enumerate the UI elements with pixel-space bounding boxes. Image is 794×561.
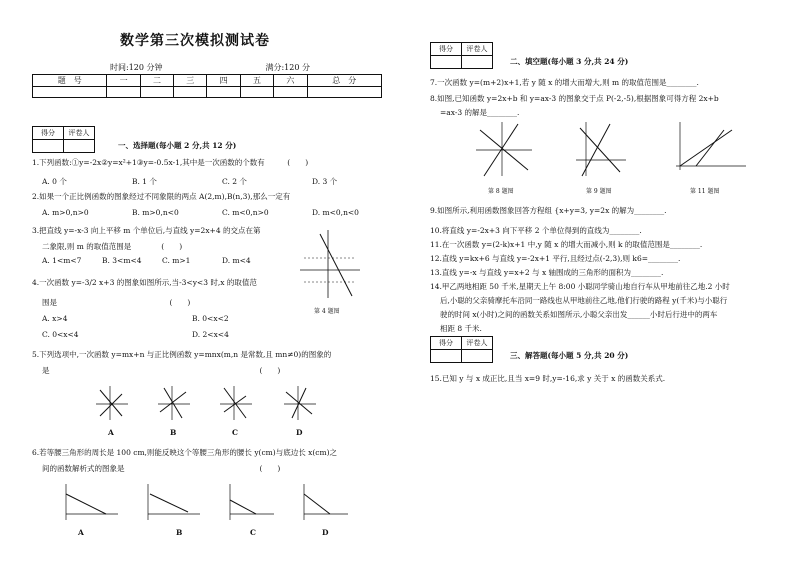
option: B. 3<m<4 (102, 256, 142, 265)
question-4: 4.一次函数 y=-3/2 x+3 的图象如图所示,当-3<y<3 时,x 的取值范 (32, 278, 257, 287)
exam-meta (110, 62, 310, 73)
figure-9 (576, 122, 626, 176)
q5-label-d: D (296, 428, 303, 437)
option: A. 0 个 (42, 177, 67, 186)
grader-name: 评卷人 (64, 127, 95, 140)
question-2-options (42, 208, 402, 217)
q6-graph-d (304, 484, 348, 520)
question-10: 10.将直线 y=-2x+3 向下平移 2 个单位得到的直线为________. (430, 226, 642, 235)
q6-graph-a (66, 484, 118, 520)
q5-fig-d (284, 386, 316, 420)
option: A. m>0,n>0 (42, 208, 89, 217)
question-14-line4: 相距 8 千米. (440, 324, 482, 333)
exam-full-score: 满分:120 分 (265, 63, 310, 72)
question-14-line2: 后,小聪的父亲骑摩托车沿同一路线也从甲地前往乙地,他们行驶的路程 y(千米)与小聪行 (440, 296, 728, 305)
question-9: 9.如图所示,利用函数图象回答方程组 {x+y=3, y=2x 的解为________. (430, 206, 667, 215)
q5-fig-c (220, 386, 252, 420)
q5-label-b: B (170, 428, 177, 437)
question-4-options-b (42, 330, 282, 339)
q6-label-b: B (176, 528, 183, 537)
grader-box-3 (430, 336, 493, 363)
figure-11-caption: 第 11 题图 (690, 188, 720, 195)
score-header: 四 (207, 75, 240, 87)
option: B. 0<x<2 (192, 314, 229, 323)
score-header: 六 (274, 75, 307, 87)
question-4-options-a (42, 314, 282, 323)
question-8: 8.如图,已知函数 y=2x+b 和 y=ax-3 的图象交于点 P(-2,-5),根据图象可得方程 2x+b (430, 94, 719, 103)
q6-label-a: A (78, 528, 84, 537)
figure-8 (476, 122, 532, 176)
grader-name: 评卷人 (462, 337, 493, 350)
score-header: 题 号 (33, 75, 107, 87)
question-5: 5.下列选项中,一次函数 y=mx+n 与正比例函数 y=mnx(m,n 是常数,且 mn≠0)的图象的 (32, 350, 332, 359)
option: B. m>0,n<0 (132, 208, 179, 217)
grader-box-2 (430, 42, 493, 69)
question-7: 7.一次函数 y=(m+2)x+1,若 y 随 x 的增大而增大,则 m 的取值范围是________. (430, 78, 699, 87)
score-table (32, 74, 382, 98)
option: C. 2 个 (222, 177, 247, 186)
question-8-line2: =ax-3 的解是________. (440, 108, 520, 117)
score-header: 二 (140, 75, 173, 87)
option: B. 1 个 (132, 177, 157, 186)
grader-score: 得分 (33, 127, 64, 140)
option: A. 1<m<7 (42, 256, 82, 265)
q6-label-c: C (250, 528, 256, 537)
section-fill: 二、填空题(每小题 3 分,共 24 分) (510, 57, 629, 66)
question-12: 12.直线 y=kx+6 与直线 y=-2x+1 平行,且经过点(-2,3),则 k6=________. (430, 254, 681, 263)
question-5-line2: 是 ( ) (42, 366, 281, 375)
question-3-line2: 二象限,则 m 的取值范围是 ( ) (42, 242, 183, 251)
q6-label-d: D (322, 528, 329, 537)
question-15: 15.已知 y 与 x 成正比,且当 x=9 时,y=-16,求 y 关于 x 的函数关系式. (430, 374, 666, 383)
grader-name: 评卷人 (462, 43, 493, 56)
figure-11 (676, 122, 746, 170)
question-3: 3.把直线 y=-x-3 向上平移 m 个单位后,与直线 y=2x+4 的交点在第 (32, 226, 261, 235)
option: C. m>1 (162, 256, 191, 265)
option: D. 3 个 (312, 177, 338, 186)
question-6-line2: 间的函数解析式的图象是 ( ) (42, 464, 281, 473)
grader-box-1 (32, 126, 95, 153)
question-5-figures (92, 382, 342, 422)
question-14-line3: 驶的时间 x(小时)之间的函数关系如图所示,小聪父亲出发______小时后行进中的两车 (440, 310, 718, 319)
figure-8-caption: 第 8 题图 (488, 188, 514, 195)
question-1: 1.下列函数:①y=-2x②y=x²+1③y=-0.5x-1,其中是一次函数的个数有 ( ) (32, 158, 309, 167)
question-6-figures (52, 480, 352, 524)
question-14: 14.甲乙两地相距 50 千米,星期天上午 8:00 小聪同学骑山地自行车从甲地前往乙地.2 小时 (430, 282, 730, 291)
grader-score: 得分 (431, 337, 462, 350)
q6-graph-b (148, 484, 200, 520)
question-4-line2: 围是 ( ) (42, 298, 191, 307)
question-2: 2.如果一个正比例函数的图象经过不同象限的两点 A(2,m),B(n,3),那么一定有 (32, 192, 291, 201)
score-header: 总 分 (307, 75, 381, 87)
option: D. m<0,n<0 (312, 208, 359, 217)
option: C. 0<x<4 (42, 330, 79, 339)
figure-9-caption: 第 9 题图 (586, 188, 612, 195)
score-header: 一 (107, 75, 140, 87)
option: C. m<0,n>0 (222, 208, 269, 217)
option: D. 2<x<4 (192, 330, 229, 339)
question-6: 6.若等腰三角形的周长是 100 cm,则能反映这个等腰三角形的腰长 y(cm)与底边长 x(cm)之 (32, 448, 337, 457)
section-answer: 三、解答题(每小题 5 分,共 20 分) (510, 351, 629, 360)
score-header: 五 (240, 75, 273, 87)
figure-4-caption: 第 4 题图 (314, 308, 340, 315)
question-3-options (42, 256, 282, 265)
grader-score: 得分 (431, 43, 462, 56)
q6-graph-c (230, 484, 274, 520)
exam-title: 数学第三次模拟测试卷 (120, 33, 270, 49)
q5-label-a: A (108, 428, 114, 437)
fill-figures (476, 120, 776, 180)
score-header: 三 (174, 75, 207, 87)
exam-time: 时间:120 分钟 (110, 63, 163, 72)
question-11: 11.在一次函数 y=(2-k)x+1 中,y 随 x 的增大而减小,则 k 的取值范围是________. (430, 240, 703, 249)
q5-fig-b (158, 386, 190, 420)
section-choice: 一、选择题(每小题 2 分,共 12 分) (118, 141, 237, 150)
question-1-options (42, 176, 402, 187)
option: A. x>4 (42, 314, 68, 323)
q5-fig-a (96, 386, 128, 420)
question-13: 13.直线 y=-x 与直线 y=x+2 与 x 轴围成的三角形的面积为________. (430, 268, 664, 277)
figure-4 (300, 226, 360, 306)
option: D. m<4 (222, 256, 251, 265)
q5-label-c: C (232, 428, 238, 437)
